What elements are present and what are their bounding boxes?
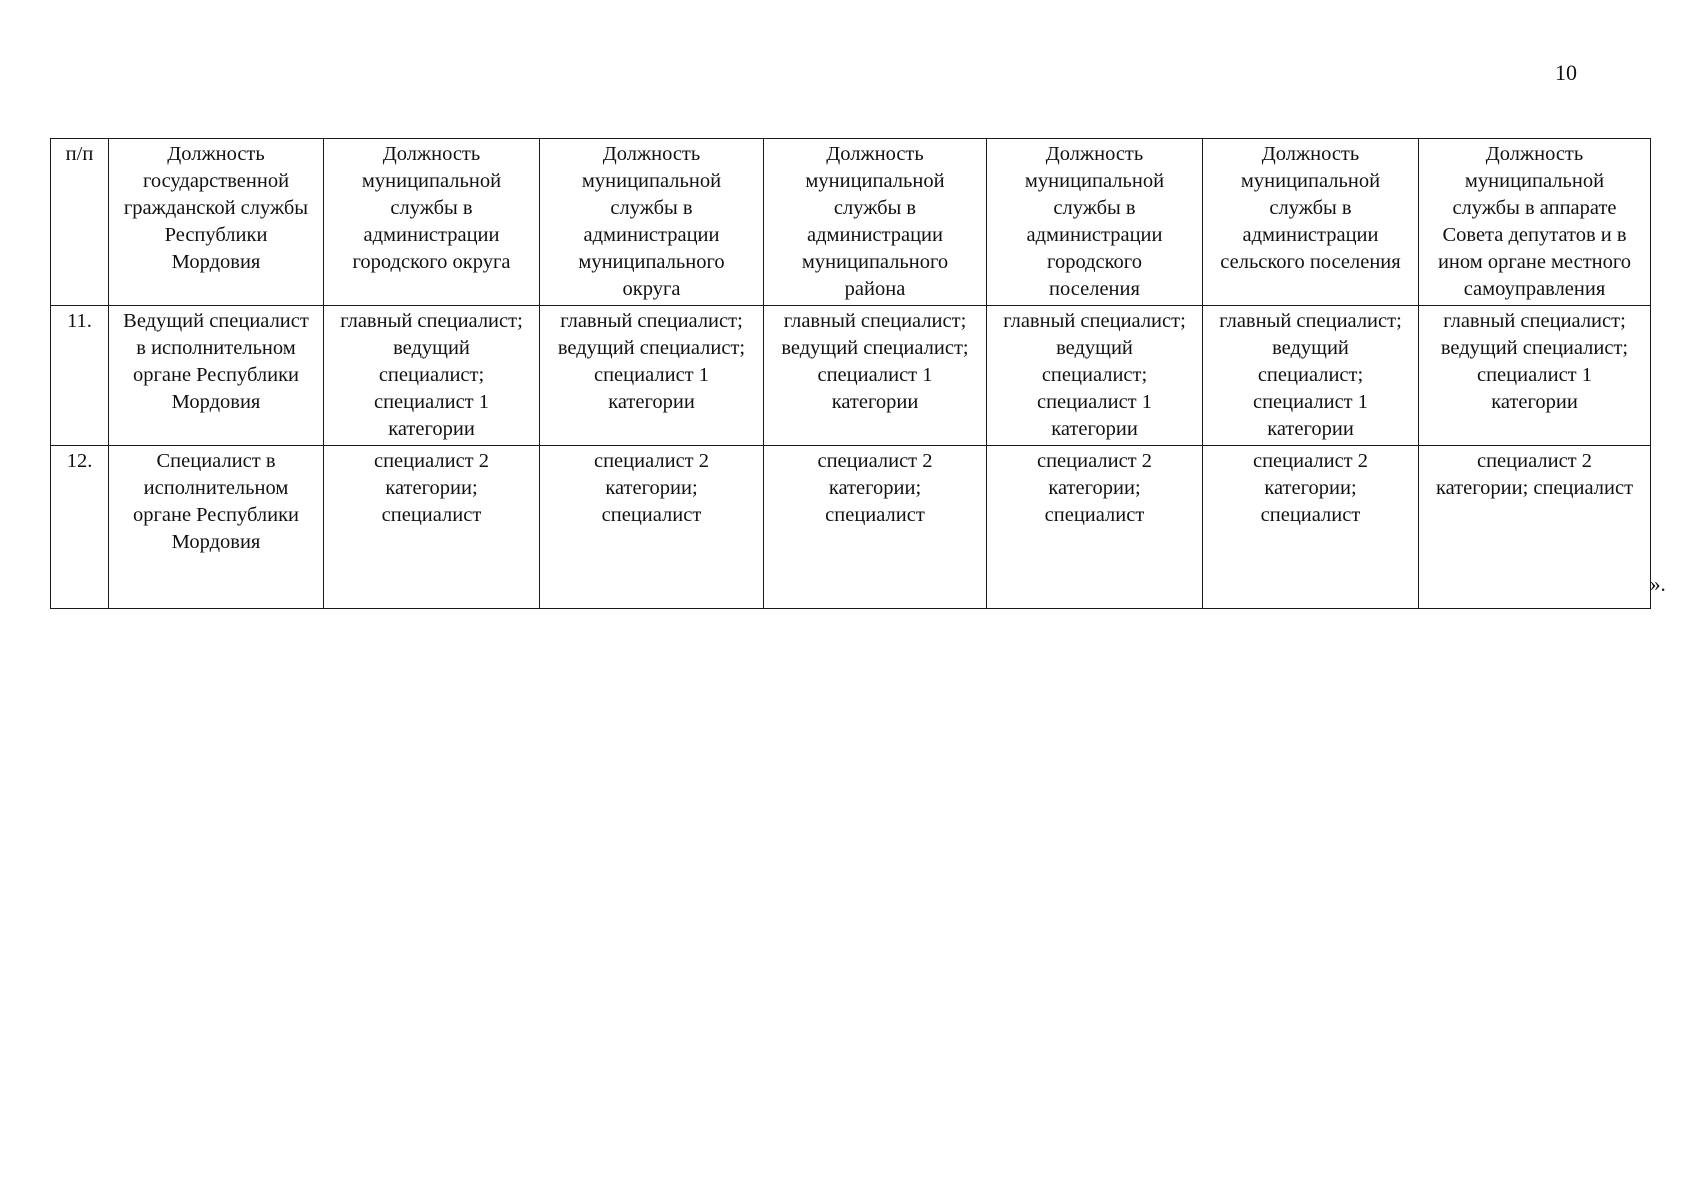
row-number: 11. [51, 306, 109, 446]
table-cell: специалист 2 категории; специалист [324, 446, 540, 609]
table-cell: главный специалист; ведущий специалист; специалист 1 категории [324, 306, 540, 446]
table-cell: главный специалист; ведущий специалист; специалист 1 категории [540, 306, 764, 446]
row-number: 12. [51, 446, 109, 609]
table-cell: Ведущий специалист в исполнительном органе Республики Мордовия [109, 306, 324, 446]
table-cell: специалист 2 категории; специалист [540, 446, 764, 609]
header-rural-settlement: Должность муниципальной службы в администрации сельского поселения [1203, 139, 1419, 306]
header-council-apparatus: Должность муниципальной службы в аппарате Совета депутатов и в ином органе местного самоуправления [1419, 139, 1651, 306]
table-row [51, 446, 1651, 609]
table-cell: специалист 2 категории; специалист [1203, 446, 1419, 609]
table-cell: главный специалист; ведущий специалист; специалист 1 категории [1419, 306, 1651, 446]
table-row [51, 306, 1651, 446]
table-cell: главный специалист; ведущий специалист; специалист 1 категории [1203, 306, 1419, 446]
table-cell: специалист 2 категории; специалист [987, 446, 1203, 609]
table-cell: главный специалист; ведущий специалист; специалист 1 категории [764, 306, 987, 446]
header-city-district: Должность муниципальной службы в администрации городского округа [324, 139, 540, 306]
table-cell: специалист 2 категории; специалист [1419, 446, 1651, 609]
header-municipal-rayon: Должность муниципальной службы в администрации муниципального района [764, 139, 987, 306]
table-cell: Специалист в исполнительном органе Республики Мордовия [109, 446, 324, 609]
header-municipal-okrug: Должность муниципальной службы в администрации муниципального округа [540, 139, 764, 306]
table-cell: главный специалист; ведущий специалист; специалист 1 категории [987, 306, 1203, 446]
table-header-row [51, 139, 1651, 306]
table-cell: специалист 2 категории; специалист [764, 446, 987, 609]
header-urban-settlement: Должность муниципальной службы в администрации городского поселения [987, 139, 1203, 306]
header-state-service: Должность государственной гражданской службы Республики Мордовия [109, 139, 324, 306]
closing-quote-mark: ». [1650, 572, 1666, 596]
positions-table [50, 138, 1651, 609]
header-number: п/п [51, 139, 109, 306]
page-number: 10 [1555, 60, 1577, 85]
